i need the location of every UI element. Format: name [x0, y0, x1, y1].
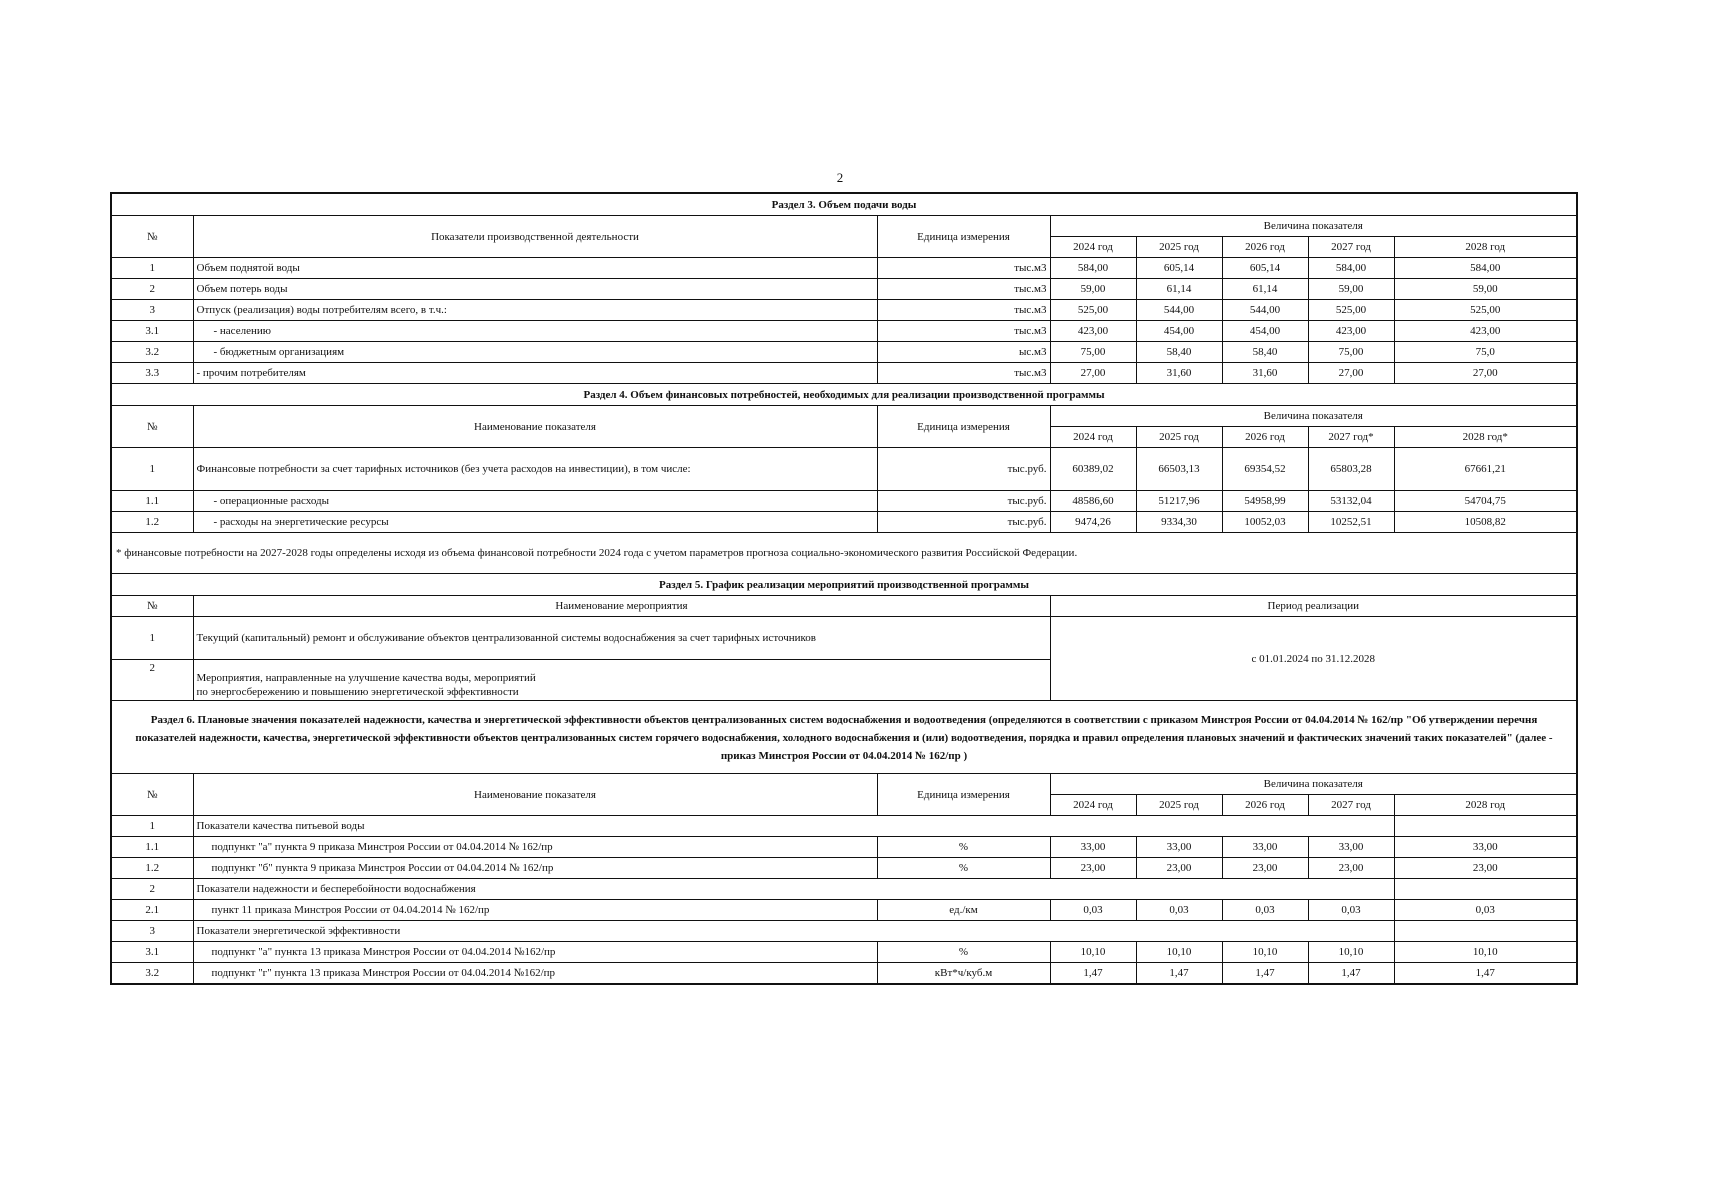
row-num: 3.1: [111, 942, 193, 963]
row-value: 33,00: [1308, 837, 1394, 858]
row-value: 65803,28: [1308, 448, 1394, 491]
row-num: 3.2: [111, 963, 193, 985]
row-value: 584,00: [1308, 258, 1394, 279]
row-unit: кВт*ч/куб.м: [877, 963, 1050, 985]
row-value: 33,00: [1222, 837, 1308, 858]
table-row: [111, 837, 1577, 858]
section6-year: 2028 год: [1394, 795, 1577, 816]
table-row: [111, 858, 1577, 879]
row-value: 423,00: [1394, 321, 1577, 342]
row-value: 33,00: [1136, 837, 1222, 858]
row-value: 10508,82: [1394, 512, 1577, 533]
row-value: 31,60: [1136, 363, 1222, 384]
row-name: пункт 11 приказа Минстроя России от 04.04.2014 № 162/пр: [193, 900, 877, 921]
row-name: Показатели качества питьевой воды: [193, 816, 1050, 837]
row-value: 1,47: [1394, 963, 1577, 985]
row-unit: тыс.руб.: [877, 512, 1050, 533]
row-value: 59,00: [1050, 279, 1136, 300]
section4-year: 2028 год*: [1394, 427, 1577, 448]
row-value: 61,14: [1222, 279, 1308, 300]
row-num: 2: [111, 660, 193, 701]
row-num: 2: [111, 879, 193, 900]
row-name: - населению: [193, 321, 877, 342]
section4-header-num: №: [111, 406, 193, 448]
row-value: 10,10: [1394, 942, 1577, 963]
table-row: [111, 258, 1577, 279]
row-value: 10252,51: [1308, 512, 1394, 533]
section6-year: 2027 год: [1308, 795, 1394, 816]
table-row: [111, 921, 1577, 942]
row-value: 454,00: [1222, 321, 1308, 342]
row-value: 48586,60: [1050, 491, 1136, 512]
row-name: Объем потерь воды: [193, 279, 877, 300]
section4-year: 2027 год*: [1308, 427, 1394, 448]
row-value: 51217,96: [1136, 491, 1222, 512]
row-value: 584,00: [1394, 258, 1577, 279]
section6-year: 2024 год: [1050, 795, 1136, 816]
row-value: 1,47: [1308, 963, 1394, 985]
row-num: 2: [111, 279, 193, 300]
section4-title: Раздел 4. Объем финансовых потребностей, необходимых для реализации производственной программы: [111, 384, 1577, 406]
row-value: 10,10: [1308, 942, 1394, 963]
row-value: 61,14: [1136, 279, 1222, 300]
row-name: подпункт "а" пункта 13 приказа Минстроя России от 04.04.2014 №162/пр: [193, 942, 877, 963]
row-name: - расходы на энергетические ресурсы: [193, 512, 877, 533]
page-number: 2: [836, 170, 844, 185]
row-name: - прочим потребителям: [193, 363, 877, 384]
table-row: [111, 512, 1577, 533]
row-num: 1.1: [111, 837, 193, 858]
row-value: 423,00: [1050, 321, 1136, 342]
row-name: подпункт "б" пункта 9 приказа Минстроя России от 04.04.2014 № 162/пр: [193, 858, 877, 879]
table-row: [111, 879, 1577, 900]
row-num: 3.2: [111, 342, 193, 363]
table-row: [111, 963, 1577, 985]
row-value: 58,40: [1222, 342, 1308, 363]
row-value: 525,00: [1050, 300, 1136, 321]
section4-year: 2024 год: [1050, 427, 1136, 448]
table-row: [111, 448, 1577, 491]
row-num: 1: [111, 258, 193, 279]
row-name: [193, 660, 1050, 701]
row-value: 23,00: [1308, 858, 1394, 879]
row-value: 1,47: [1136, 963, 1222, 985]
table-row: [111, 342, 1577, 363]
row-unit: тыс.м3: [877, 363, 1050, 384]
row-name: Финансовые потребности за счет тарифных источников (без учета расходов на инвестиции), в том числе:: [193, 448, 877, 491]
row-value: 59,00: [1394, 279, 1577, 300]
section3-header-unit: Единица измерения: [877, 216, 1050, 258]
section5-header-name: Наименование мероприятия: [193, 596, 1050, 617]
row-num: 1.2: [111, 512, 193, 533]
section3-header-value-group: Величина показателя: [1050, 216, 1577, 237]
row-name-line: Мероприятия, направленные на улучшение качества воды, мероприятий: [196, 672, 536, 684]
row-name: подпункт "г" пункта 13 приказа Минстроя России от 04.04.2014 №162/пр: [193, 963, 877, 985]
table-row: [111, 300, 1577, 321]
row-value: 53132,04: [1308, 491, 1394, 512]
row-unit: %: [877, 858, 1050, 879]
row-unit: тыс.м3: [877, 258, 1050, 279]
row-name: Объем поднятой воды: [193, 258, 877, 279]
section3-year: 2028 год: [1394, 237, 1577, 258]
row-value: 10052,03: [1222, 512, 1308, 533]
row-value: 69354,52: [1222, 448, 1308, 491]
row-value: 75,00: [1308, 342, 1394, 363]
row-value: 0,03: [1136, 900, 1222, 921]
row-value: 59,00: [1308, 279, 1394, 300]
row-name: Текущий (капитальный) ремонт и обслуживание объектов централизованной системы водоснабжения за счет тарифных источников: [193, 617, 1050, 660]
section6-header-indicator: Наименование показателя: [193, 774, 877, 816]
row-num: 1: [111, 448, 193, 491]
row-num: 1: [111, 816, 193, 837]
row-value: 454,00: [1136, 321, 1222, 342]
row-value: 0,03: [1394, 900, 1577, 921]
row-value: 75,00: [1050, 342, 1136, 363]
row-name: Показатели надежности и бесперебойности водоснабжения: [193, 879, 1050, 900]
row-value: 10,10: [1136, 942, 1222, 963]
row-unit: ыс.м3: [877, 342, 1050, 363]
row-num: 3.1: [111, 321, 193, 342]
row-name: подпункт "а" пункта 9 приказа Минстроя России от 04.04.2014 № 162/пр: [193, 837, 877, 858]
table-row: [111, 363, 1577, 384]
row-unit: тыс.м3: [877, 321, 1050, 342]
row-value: 544,00: [1136, 300, 1222, 321]
row-name: Показатели энергетической эффективности: [193, 921, 1050, 942]
section5-header-period: Период реализации: [1050, 596, 1577, 617]
section3-header-num: №: [111, 216, 193, 258]
row-value: 525,00: [1308, 300, 1394, 321]
row-num: 3.3: [111, 363, 193, 384]
row-unit: ед./км: [877, 900, 1050, 921]
row-value: 525,00: [1394, 300, 1577, 321]
table-row: [111, 816, 1577, 837]
row-value: 33,00: [1394, 837, 1577, 858]
row-value: 10,10: [1050, 942, 1136, 963]
row-value: 27,00: [1394, 363, 1577, 384]
row-value: 67661,21: [1394, 448, 1577, 491]
row-value: 54704,75: [1394, 491, 1577, 512]
row-unit: тыс.руб.: [877, 491, 1050, 512]
row-value: 1,47: [1050, 963, 1136, 985]
row-unit: %: [877, 837, 1050, 858]
row-unit: тыс.м3: [877, 279, 1050, 300]
row-value: 605,14: [1136, 258, 1222, 279]
section4-header-indicator: Наименование показателя: [193, 406, 877, 448]
row-value: 23,00: [1222, 858, 1308, 879]
table-row: [111, 491, 1577, 512]
section6-year: 2026 год: [1222, 795, 1308, 816]
row-value: 10,10: [1222, 942, 1308, 963]
row-value: 66503,13: [1136, 448, 1222, 491]
section6-year: 2025 год: [1136, 795, 1222, 816]
section3-year: 2024 год: [1050, 237, 1136, 258]
row-value: 75,0: [1394, 342, 1577, 363]
section3-year: 2027 год: [1308, 237, 1394, 258]
row-name-line: по энергосбережению и повышению энергетической эффективности: [196, 686, 519, 698]
table-row: [111, 279, 1577, 300]
section3-header-indicator: Показатели производственной деятельности: [193, 216, 877, 258]
row-num: 1.2: [111, 858, 193, 879]
row-value: 58,40: [1136, 342, 1222, 363]
row-value: 23,00: [1394, 858, 1577, 879]
row-name: - бюджетным организациям: [193, 342, 877, 363]
row-value: 423,00: [1308, 321, 1394, 342]
row-value: 27,00: [1050, 363, 1136, 384]
row-name: Отпуск (реализация) воды потребителям всего, в т.ч.:: [193, 300, 877, 321]
section4-year: 2026 год: [1222, 427, 1308, 448]
row-unit: %: [877, 942, 1050, 963]
table-row: [111, 942, 1577, 963]
section6-header-num: №: [111, 774, 193, 816]
row-value: 1,47: [1222, 963, 1308, 985]
document-body: [110, 192, 1576, 985]
row-num: 1.1: [111, 491, 193, 512]
section3-title: Раздел 3. Объем подачи воды: [111, 193, 1577, 216]
row-value: 60389,02: [1050, 448, 1136, 491]
row-unit: тыс.руб.: [877, 448, 1050, 491]
table-row: [111, 321, 1577, 342]
row-value: 9474,26: [1050, 512, 1136, 533]
row-value: 584,00: [1050, 258, 1136, 279]
period-value: с 01.01.2024 по 31.12.2028: [1050, 617, 1577, 701]
row-value: 0,03: [1222, 900, 1308, 921]
row-value: 23,00: [1050, 858, 1136, 879]
row-value: 31,60: [1222, 363, 1308, 384]
row-value: 0,03: [1050, 900, 1136, 921]
section3-year: 2025 год: [1136, 237, 1222, 258]
main-table: [110, 192, 1578, 985]
row-num: 2.1: [111, 900, 193, 921]
section6-header-value-group: Величина показателя: [1050, 774, 1577, 795]
section4-note: * финансовые потребности на 2027-2028 годы определены исходя из объема финансовой потребности 2024 года с учетом параметров прогноза социально-экономического развития Российской Федерации.: [111, 533, 1577, 574]
section5-header-num: №: [111, 596, 193, 617]
row-value: 54958,99: [1222, 491, 1308, 512]
row-value: 544,00: [1222, 300, 1308, 321]
row-value: 27,00: [1308, 363, 1394, 384]
table-row: [111, 900, 1577, 921]
row-value: 33,00: [1050, 837, 1136, 858]
row-unit: тыс.м3: [877, 300, 1050, 321]
section5-title: Раздел 5. График реализации мероприятий производственной программы: [111, 574, 1577, 596]
row-value: 605,14: [1222, 258, 1308, 279]
row-name: - операционные расходы: [193, 491, 877, 512]
row-num: 3: [111, 300, 193, 321]
row-value: 9334,30: [1136, 512, 1222, 533]
section6-header-unit: Единица измерения: [877, 774, 1050, 816]
row-num: 1: [111, 617, 193, 660]
section4-header-unit: Единица измерения: [877, 406, 1050, 448]
table-row: [111, 617, 1577, 660]
section3-year: 2026 год: [1222, 237, 1308, 258]
section4-year: 2025 год: [1136, 427, 1222, 448]
section4-header-value-group: Величина показателя: [1050, 406, 1577, 427]
row-num: 3: [111, 921, 193, 942]
section6-title: Раздел 6. Плановые значения показателей надежности, качества и энергетической эффективности объектов централизованных систем водоснабжения и водоотведения (определяются в соответствии с приказом Минстроя России от 04.04.2014 № 162/пр "Об утверждении перечня показателей надежности, качества, энергетической эффективности объектов централизованных систем горячего водоснабжения, холодного водоснабжения и (или) водоотведения, порядка и правил определения плановых значений и фактических значений таких показателей" (далее - приказ Минстроя России от 04.04.2014 № 162/пр ): [111, 701, 1577, 774]
row-value: 23,00: [1136, 858, 1222, 879]
row-value: 0,03: [1308, 900, 1394, 921]
